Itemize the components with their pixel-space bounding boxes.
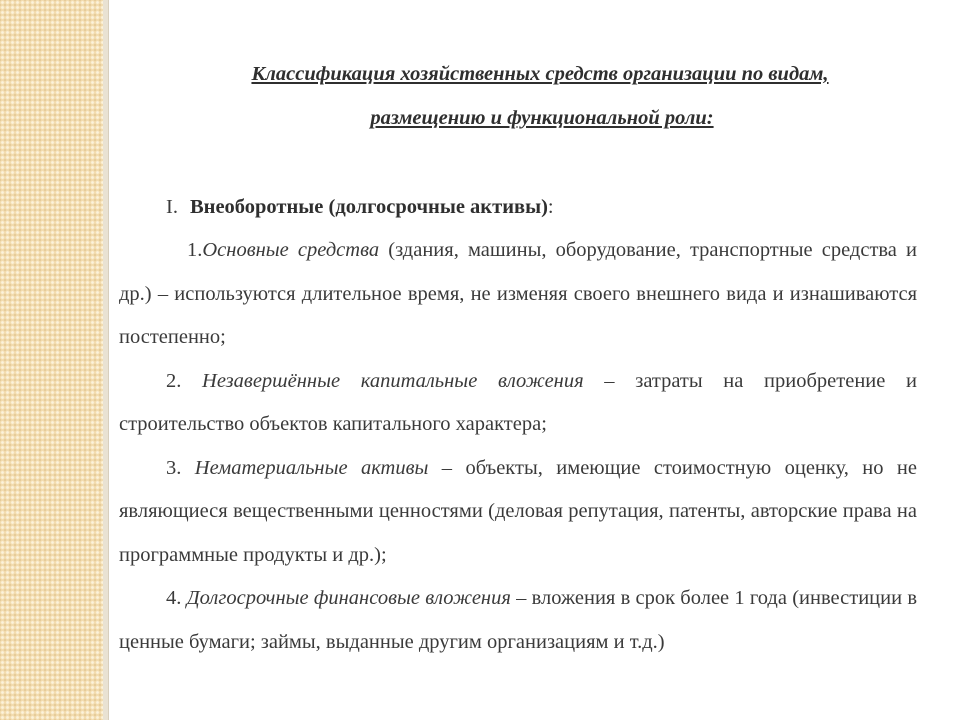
section-heading bbox=[119, 185, 917, 229]
list-item-3 bbox=[119, 447, 917, 578]
list-item-4-number: 4. bbox=[166, 587, 187, 609]
list-item-1-number: 1. bbox=[187, 239, 203, 261]
list-item-2-term: Незавершённые капитальные вложения bbox=[202, 369, 584, 392]
slide-title-line-2: размещению и функциональной роли: bbox=[370, 107, 714, 129]
list-item-1-term: Основные средства bbox=[202, 239, 380, 261]
section-number: I. bbox=[166, 196, 178, 218]
list-item-1-text: (здания, машины, оборудование, транспортные средства и др.) – используются длительное время, не изменяя своего внешнего вида и изнашиваются постепенно; bbox=[119, 239, 918, 348]
list-item-2 bbox=[119, 360, 917, 447]
list-item-3-term: Нематериальные активы bbox=[194, 456, 429, 479]
side-divider-line bbox=[108, 0, 109, 720]
list-item-3-number: 3. bbox=[166, 456, 195, 479]
list-item-3-text: – объекты, имеющие стоимостную оценку, но не являющиеся вещественными ценностями (деловая репутация, патенты, авторские права на программные продукты и др.); bbox=[119, 456, 917, 566]
list-item-4-term: Долгосрочные финансовые вложения bbox=[186, 587, 511, 609]
slide-content bbox=[119, 52, 917, 664]
list-item-4 bbox=[119, 577, 917, 664]
list-item-2-number: 2. bbox=[166, 369, 203, 392]
list-item-2-text: – затраты на приобретение и строительство объектов капитального характера; bbox=[119, 369, 917, 435]
decorative-side-band bbox=[0, 0, 103, 720]
section-heading-text: Внеоборотные (долгосрочные активы) bbox=[189, 196, 548, 218]
slide-title-line-1: Классификация хозяйственных средств организации по видам, bbox=[251, 63, 829, 85]
list-item-1 bbox=[119, 229, 917, 360]
section-heading-suffix: : bbox=[547, 196, 554, 218]
list-item-4-text: – вложения в срок более 1 года (инвестиции в ценные бумаги; займы, выданные другим организациям и т.д.) bbox=[119, 587, 918, 653]
